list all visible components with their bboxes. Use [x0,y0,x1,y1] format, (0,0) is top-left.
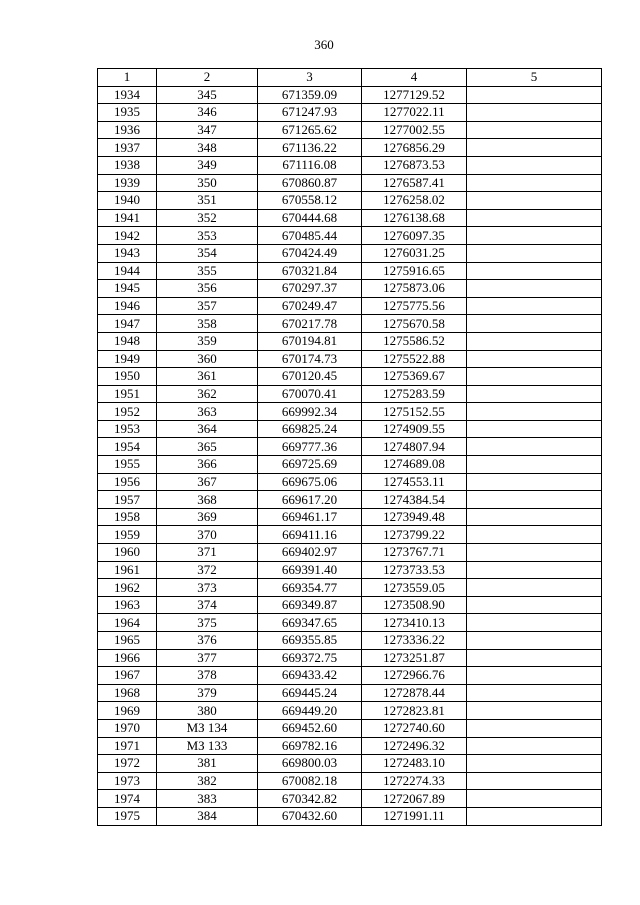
table-cell: 1275586.52 [362,332,467,350]
table-cell: 670082.18 [258,772,362,790]
table-cell: 670342.82 [258,790,362,808]
table-cell: 353 [157,227,258,245]
table-cell [467,280,602,298]
header-row [98,69,602,87]
table-cell: 1972 [98,755,157,773]
table-cell: 1275873.06 [362,280,467,298]
table-cell: 358 [157,315,258,333]
table-cell: 381 [157,755,258,773]
table-cell: 1272496.32 [362,737,467,755]
table-cell: 1973 [98,772,157,790]
table-cell: 669675.06 [258,473,362,491]
table-cell [467,104,602,122]
table-row [98,139,602,157]
table-cell [467,702,602,720]
table-cell: 1276587.41 [362,174,467,192]
table-cell: 1275916.65 [362,262,467,280]
table-row [98,614,602,632]
table-cell: 670860.87 [258,174,362,192]
table-cell: 1955 [98,456,157,474]
table-cell: 669347.65 [258,614,362,632]
table-cell: 1935 [98,104,157,122]
table-cell [467,174,602,192]
table-cell: 1277129.52 [362,86,467,104]
table-row [98,667,602,685]
table-cell: 376 [157,632,258,650]
table-cell: 669354.77 [258,579,362,597]
table-cell: 362 [157,385,258,403]
table-row [98,544,602,562]
table-body [98,86,602,825]
table-row [98,244,602,262]
table-cell: 1975 [98,807,157,825]
table-cell: 1272274.33 [362,772,467,790]
table-row [98,456,602,474]
table-cell: 1954 [98,438,157,456]
table-cell [467,632,602,650]
table-cell: 1275152.55 [362,403,467,421]
table-cell [467,350,602,368]
table-cell: 1965 [98,632,157,650]
table-cell [467,614,602,632]
table-cell [467,121,602,139]
table-cell: 1949 [98,350,157,368]
table-cell: 1951 [98,385,157,403]
table-cell: 1274553.11 [362,473,467,491]
table-cell: 1969 [98,702,157,720]
table-cell [467,491,602,509]
table-row [98,702,602,720]
table-cell [467,192,602,210]
table-cell: 1273336.22 [362,632,467,650]
table-cell: 669782.16 [258,737,362,755]
table-cell: 1272067.89 [362,790,467,808]
table-cell [467,403,602,421]
table-cell: 1274689.08 [362,456,467,474]
table-row [98,350,602,368]
table-cell [467,156,602,174]
table-cell: 1276856.29 [362,139,467,157]
table-cell: 669992.34 [258,403,362,421]
column-header: 1 [98,69,157,87]
table-cell: 1276258.02 [362,192,467,210]
table-cell: 1967 [98,667,157,685]
table-row [98,262,602,280]
table-cell: 366 [157,456,258,474]
table-row [98,790,602,808]
table-cell: 365 [157,438,258,456]
table-cell: 349 [157,156,258,174]
table-cell: 1934 [98,86,157,104]
table-cell: 363 [157,403,258,421]
table-row [98,297,602,315]
table-cell: 1275775.56 [362,297,467,315]
table-cell: 1941 [98,209,157,227]
table-cell: 671359.09 [258,86,362,104]
table-cell: 345 [157,86,258,104]
table-cell: 374 [157,596,258,614]
table-cell: 670444.68 [258,209,362,227]
table-cell: 670432.60 [258,807,362,825]
table-cell: 1945 [98,280,157,298]
table-cell: 357 [157,297,258,315]
table-cell: 364 [157,420,258,438]
table-cell: 1272878.44 [362,684,467,702]
table-row [98,649,602,667]
table-cell: 1272740.60 [362,719,467,737]
table-cell [467,262,602,280]
table-cell [467,684,602,702]
table-cell [467,596,602,614]
table-cell: 669411.16 [258,526,362,544]
table-cell: 1275283.59 [362,385,467,403]
table-cell: 1960 [98,544,157,562]
table-cell: 669372.75 [258,649,362,667]
table-cell: 378 [157,667,258,685]
table-row [98,227,602,245]
table-cell: 1273799.22 [362,526,467,544]
table-cell [467,755,602,773]
table-cell: 346 [157,104,258,122]
table-row [98,684,602,702]
table-row [98,755,602,773]
table-cell: 383 [157,790,258,808]
table-cell: 1275522.88 [362,350,467,368]
table-row [98,174,602,192]
table-cell: 670070.41 [258,385,362,403]
table-row [98,737,602,755]
table-cell: 1276031.25 [362,244,467,262]
table-cell: 372 [157,561,258,579]
table-cell: 379 [157,684,258,702]
table-cell: 355 [157,262,258,280]
table-cell [467,719,602,737]
table-row [98,209,602,227]
table-cell: 359 [157,332,258,350]
table-cell: 369 [157,508,258,526]
table-cell: 670297.37 [258,280,362,298]
table-cell: 368 [157,491,258,509]
table-row [98,508,602,526]
table-row [98,473,602,491]
table-row [98,420,602,438]
table-cell: 1961 [98,561,157,579]
table-cell: 669355.85 [258,632,362,650]
table-row [98,332,602,350]
table-row [98,104,602,122]
table-cell: 671136.22 [258,139,362,157]
table-cell: 669617.20 [258,491,362,509]
column-header: 5 [467,69,602,87]
table-cell [467,772,602,790]
table-cell: 670217.78 [258,315,362,333]
table-cell: 669445.24 [258,684,362,702]
table-cell: 1273767.71 [362,544,467,562]
table-cell: 1276873.53 [362,156,467,174]
table-cell [467,420,602,438]
table-cell: 1962 [98,579,157,597]
table-row [98,561,602,579]
table-cell: 669402.97 [258,544,362,562]
table-cell: 1971 [98,737,157,755]
table-cell: 670424.49 [258,244,362,262]
table-cell: 1274807.94 [362,438,467,456]
table-cell [467,139,602,157]
table-cell: 669452.60 [258,719,362,737]
table-cell [467,807,602,825]
table-row [98,121,602,139]
table-cell [467,368,602,386]
table-cell: 1950 [98,368,157,386]
table-row [98,719,602,737]
table-cell: 1970 [98,719,157,737]
table-cell [467,473,602,491]
table-cell: 1937 [98,139,157,157]
table-cell: 1957 [98,491,157,509]
table-cell: 347 [157,121,258,139]
table-cell [467,332,602,350]
table-cell [467,526,602,544]
table-cell [467,209,602,227]
table-cell: 1963 [98,596,157,614]
table-row [98,156,602,174]
table-cell [467,86,602,104]
table-cell: 350 [157,174,258,192]
table-cell: 1276097.35 [362,227,467,245]
table-row [98,526,602,544]
table-cell: 1273410.13 [362,614,467,632]
table-row [98,632,602,650]
table-cell [467,385,602,403]
table-cell: 669449.20 [258,702,362,720]
table-cell: 375 [157,614,258,632]
table-cell: 348 [157,139,258,157]
table-cell [467,667,602,685]
coordinates-table [97,68,602,826]
table-row [98,438,602,456]
table-cell: 352 [157,209,258,227]
table-cell [467,561,602,579]
page-number: 360 [314,37,334,52]
table-cell [467,297,602,315]
table-cell: 669349.87 [258,596,362,614]
table-cell: 1936 [98,121,157,139]
table-cell: 1948 [98,332,157,350]
table-cell: 1277002.55 [362,121,467,139]
table-row [98,772,602,790]
table-cell: 1968 [98,684,157,702]
table-row [98,403,602,421]
table-cell [467,227,602,245]
table-cell: 1272823.81 [362,702,467,720]
table-cell: 1956 [98,473,157,491]
table-cell: 670249.47 [258,297,362,315]
table-row [98,280,602,298]
table-row [98,579,602,597]
table-cell: 669461.17 [258,508,362,526]
table-cell [467,315,602,333]
table-cell: 1958 [98,508,157,526]
table-cell: 1959 [98,526,157,544]
table-cell: 1276138.68 [362,209,467,227]
table-cell: 1964 [98,614,157,632]
table-cell: 1273559.05 [362,579,467,597]
table-cell: 356 [157,280,258,298]
table-cell: 1275670.58 [362,315,467,333]
table-cell: 377 [157,649,258,667]
table-cell: 351 [157,192,258,210]
table-cell: 1966 [98,649,157,667]
table-cell [467,649,602,667]
table-cell: 669725.69 [258,456,362,474]
table-cell: 671116.08 [258,156,362,174]
table-cell: 370 [157,526,258,544]
table-cell [467,244,602,262]
table-cell: 1947 [98,315,157,333]
table-row [98,315,602,333]
table-cell: 1272483.10 [362,755,467,773]
table-cell: 1274384.54 [362,491,467,509]
table-cell: 361 [157,368,258,386]
table-cell: 1944 [98,262,157,280]
table-cell: МЗ 133 [157,737,258,755]
table-cell: 671265.62 [258,121,362,139]
table-cell: 1273508.90 [362,596,467,614]
table-cell: 1272966.76 [362,667,467,685]
table-cell: 384 [157,807,258,825]
table-cell: 1940 [98,192,157,210]
table-cell: 380 [157,702,258,720]
table-cell [467,456,602,474]
table-row [98,807,602,825]
column-header: 4 [362,69,467,87]
table-cell: 670321.84 [258,262,362,280]
table-cell: 670120.45 [258,368,362,386]
table-row [98,192,602,210]
table-cell [467,438,602,456]
table-row [98,596,602,614]
table-cell [467,579,602,597]
table-cell: 1271991.11 [362,807,467,825]
table-cell: 669433.42 [258,667,362,685]
table-header [98,69,602,87]
table-cell [467,790,602,808]
table-cell: 669825.24 [258,420,362,438]
column-header: 3 [258,69,362,87]
table-row [98,86,602,104]
table-cell: 670485.44 [258,227,362,245]
table-cell: 373 [157,579,258,597]
table-cell: 354 [157,244,258,262]
table-cell: 371 [157,544,258,562]
table-cell: 670174.73 [258,350,362,368]
table-cell: 382 [157,772,258,790]
table-cell: 1277022.11 [362,104,467,122]
table-cell: 669391.40 [258,561,362,579]
table-cell: 670194.81 [258,332,362,350]
table-cell: 1273251.87 [362,649,467,667]
table-cell [467,737,602,755]
table-cell: 1274909.55 [362,420,467,438]
table-cell: 669777.36 [258,438,362,456]
table-cell: 1952 [98,403,157,421]
table-cell: 1939 [98,174,157,192]
table-row [98,368,602,386]
table-cell: 1946 [98,297,157,315]
table-cell: 671247.93 [258,104,362,122]
table-cell [467,544,602,562]
table-cell: 670558.12 [258,192,362,210]
table-cell [467,508,602,526]
table-cell: 1275369.67 [362,368,467,386]
table-cell: 1953 [98,420,157,438]
table-row [98,491,602,509]
table-cell: МЗ 134 [157,719,258,737]
table-cell: 669800.03 [258,755,362,773]
table-cell: 1938 [98,156,157,174]
table-cell: 1942 [98,227,157,245]
table-cell: 1273733.53 [362,561,467,579]
table-cell: 1943 [98,244,157,262]
table-cell: 360 [157,350,258,368]
table-cell: 1273949.48 [362,508,467,526]
table-cell: 1974 [98,790,157,808]
table-row [98,385,602,403]
column-header: 2 [157,69,258,87]
table-cell: 367 [157,473,258,491]
